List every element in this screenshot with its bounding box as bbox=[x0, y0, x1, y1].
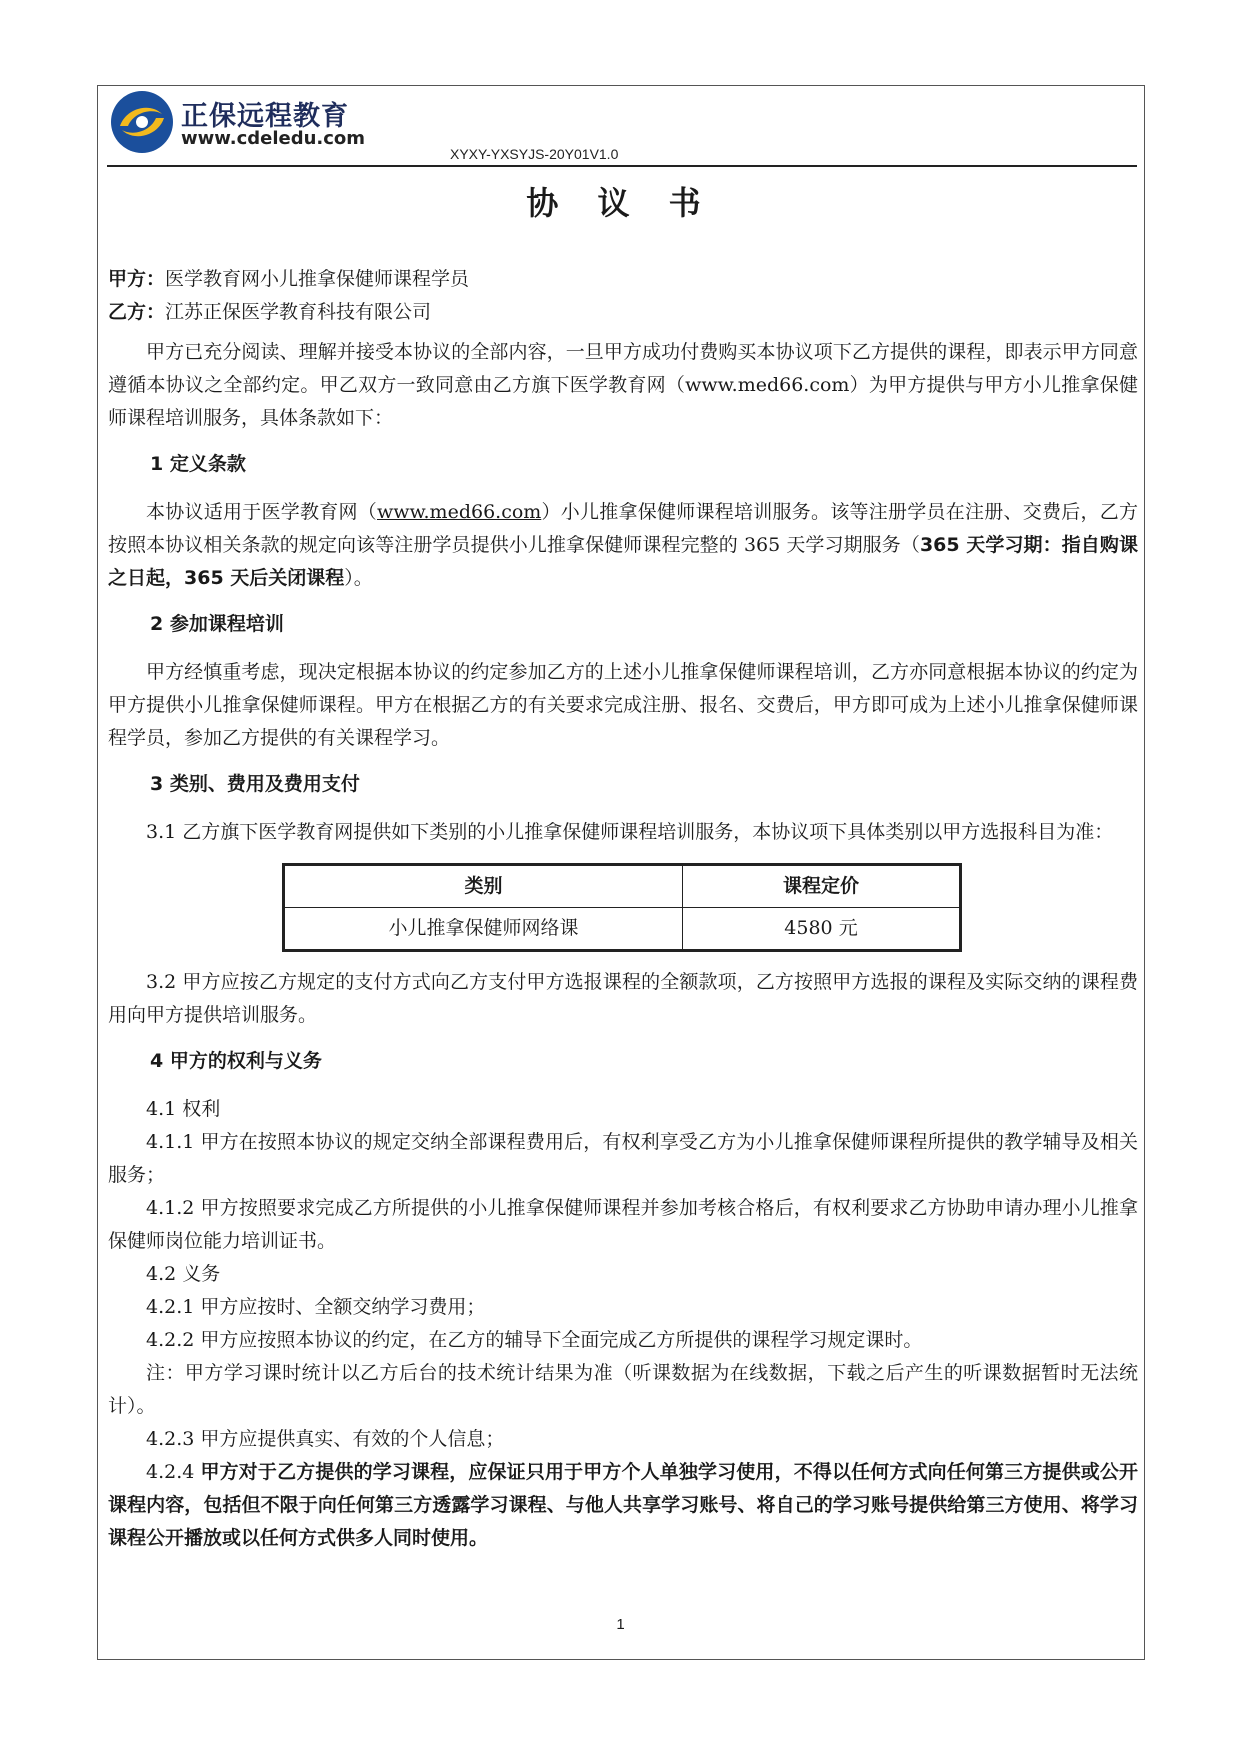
agreement-body bbox=[108, 263, 1138, 1555]
section-3-2: 3.2 甲方应按乙方规定的支付方式向乙方支付甲方选报课程的全额款项，乙方按照甲方选报的课程及实际交纳的课程费用向甲方提供培训服务。 bbox=[108, 971, 1138, 1026]
table-header-row bbox=[284, 865, 961, 908]
section-2-heading: 2 参加课程培训 bbox=[150, 613, 284, 635]
section-4-1: 4.1 权利 bbox=[146, 1098, 221, 1120]
section-2-body: 甲方经慎重考虑，现决定根据本协议的约定参加乙方的上述小儿推拿保健师课程培训，乙方亦同意根据本协议的约定为甲方提供小儿推拿保健师课程。甲方在根据乙方的有关要求完成注册、报名、交费后，甲方即可成为上述小儿推拿保健师课程学员，参加乙方提供的有关课程学习。 bbox=[108, 661, 1138, 749]
section-4-1-2: 4.1.2 甲方按照要求完成乙方所提供的小儿推拿保健师课程并参加考核合格后，有权利要求乙方协助申请办理小儿推拿保健师岗位能力培训证书。 bbox=[108, 1197, 1138, 1252]
swirl-logo-icon bbox=[110, 90, 174, 154]
brand-name: 正保远程教育 bbox=[181, 101, 349, 132]
intro-paragraph: 甲方已充分阅读、理解并接受本协议的全部内容，一旦甲方成功付费购买本协议项下乙方提供的课程，即表示甲方同意遵循本协议之全部约定。甲乙双方一致同意由乙方旗下医学教育网（www.med66.com）为甲方提供与甲方小儿推拿保健师课程培训服务，具体条款如下： bbox=[108, 341, 1138, 429]
party-a-value: 医学教育网小儿推拿保健师课程学员 bbox=[165, 268, 470, 290]
party-b-label: 乙方： bbox=[108, 301, 166, 323]
document-code: XYXY-YXSYJS-20Y01V1.0 bbox=[450, 146, 619, 162]
section-4-1-1: 4.1.1 甲方在按照本协议的规定交纳全部课程费用后，有权利享受乙方为小儿推拿保健师课程所提供的教学辅导及相关服务； bbox=[108, 1131, 1138, 1186]
party-a-label: 甲方： bbox=[108, 268, 166, 290]
section-3-1: 3.1 乙方旗下医学教育网提供如下类别的小儿推拿保健师课程培训服务，本协议项下具体类别以甲方选报科目为准： bbox=[146, 821, 1114, 843]
section-4-heading: 4 甲方的权利与义务 bbox=[150, 1050, 322, 1072]
brand-url: www.cdeledu.com bbox=[181, 128, 366, 149]
page-title: 协 议 书 bbox=[526, 184, 715, 222]
table-row bbox=[284, 908, 961, 951]
header-divider bbox=[107, 165, 1137, 167]
party-b-line bbox=[108, 296, 1138, 329]
table-cell-price: 4580 元 bbox=[683, 908, 961, 951]
section-3-heading: 3 类别、费用及费用支付 bbox=[150, 773, 360, 795]
section-4-2-4-bold: 甲方对于乙方提供的学习课程，应保证只用于甲方个人单独学习使用，不得以任何方式向任何第三方提供或公开课程内容，包括但不限于向任何第三方透露学习课程、与他人共享学习账号、将自己的学习账号提供给第三方使用、将学习课程公开播放或以任何方式供多人同时使用。 bbox=[108, 1461, 1138, 1549]
section-4-2: 4.2 义务 bbox=[146, 1263, 221, 1285]
table-header-category: 类别 bbox=[284, 865, 683, 908]
party-a-line bbox=[108, 263, 1138, 296]
section-1-heading: 1 定义条款 bbox=[150, 453, 246, 475]
table-cell-category: 小儿推拿保健师网络课 bbox=[284, 908, 683, 951]
study-period-note: 365 天学习期：指自购课之日起，365 天后关闭课程 bbox=[108, 534, 1138, 589]
page-number: 1 bbox=[616, 1616, 625, 1633]
med66-link[interactable]: www.med66.com bbox=[376, 501, 542, 523]
section-4-2-3: 4.2.3 甲方应提供真实、有效的个人信息； bbox=[146, 1428, 505, 1450]
party-b-value: 江苏正保医学教育科技有限公司 bbox=[165, 301, 432, 323]
section-4-2-4: 4.2.4 甲方对于乙方提供的学习课程，应保证只用于甲方个人单独学习使用，不得以任何方式向任何第三方提供或公开课程内容，包括但不限于向任何第三方透露学习课程、与他人共享学习账号、将自己的学习账号提供给第三方使用、将学习课程公开播放或以任何方式供多人同时使用。 bbox=[108, 1461, 1138, 1549]
table-header-price: 课程定价 bbox=[683, 865, 961, 908]
section-4-2-2: 4.2.2 甲方应按照本协议的约定，在乙方的辅导下全面完成乙方所提供的课程学习规定课时。 bbox=[146, 1329, 923, 1351]
section-4-2-1: 4.2.1 甲方应按时、全额交纳学习费用； bbox=[146, 1296, 486, 1318]
price-table bbox=[282, 863, 962, 952]
section-1-body: 本协议适用于医学教育网（www.med66.com）小儿推拿保健师课程培训服务。该等注册学员在注册、交费后，乙方按照本协议相关条款的规定向该等注册学员提供小儿推拿保健师课程完整的 365 天学习期服务（365 天学习期：指自购课之日起，365 天后关闭课程）。 bbox=[108, 501, 1138, 589]
section-4-note: 注：甲方学习课时统计以乙方后台的技术统计结果为准（听课数据为在线数据，下载之后产生的听课数据暂时无法统计）。 bbox=[108, 1362, 1138, 1417]
